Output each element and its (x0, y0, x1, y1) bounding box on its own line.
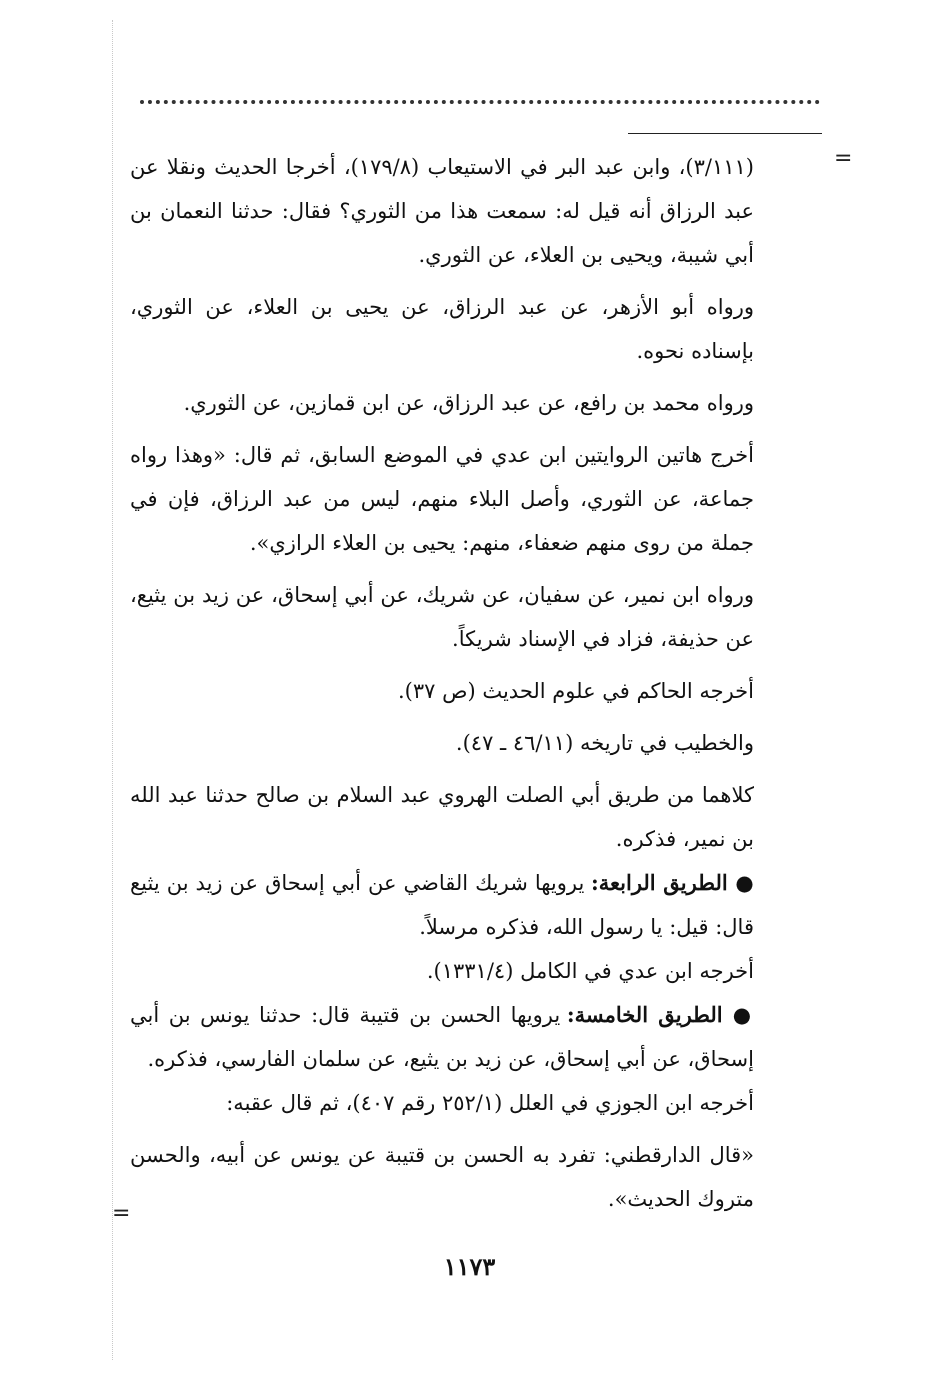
footnote-rule (628, 133, 822, 134)
paragraph-3: ورواه محمد بن رافع، عن عبد الرزاق، عن ابن قمازين، عن الثوري. (183, 391, 754, 415)
paragraph-10: أخرجه ابن عدي في الكامل (١٣٣١/٤). (426, 959, 754, 983)
paragraph-11-body: يرويها الحسن بن قتيبة قال: حدثنا يونس بن أبي إسحاق، عن أبي إسحاق، عن زيد بن يثيع، عن سلمان الفارسي، فذكره. (130, 1003, 754, 1071)
paragraph-13: «قال الدارقطني: تفرد به الحسن بن قتيبة عن يونس عن أبيه، والحسن متروك الحديث». (130, 1143, 754, 1211)
paragraph-11 (130, 993, 754, 1081)
dotted-separator (140, 100, 820, 104)
paragraph-4: أخرج هاتين الروايتين ابن عدي في الموضع السابق، ثم قال: «وهذا رواه جماعة، عن الثوري، وأصل البلاء منهم، ليس من عبد الرزاق، فإن في جملة من روى منهم ضعفاء، منهم: يحيى بن العلاء الرازي». (130, 443, 754, 555)
section-heading-fourth: ● الطريق الرابعة: (591, 870, 754, 895)
paragraph-8: كلاهما من طريق أبي الصلت الهروي عبد السلام بن صالح حدثنا عبد الله بن نمير، فذكره. (130, 783, 754, 851)
page-number: ١١٧٣ (443, 1252, 496, 1281)
footnote-text (130, 145, 754, 1221)
paragraph-7: والخطيب في تاريخه (٤٦/١١ ـ ٤٧). (455, 731, 754, 755)
paragraph-9-body: يرويها شريك القاضي عن أبي إسحاق عن زيد بن يثيع قال: قيل: يا رسول الله، فذكره مرسلاً. (130, 871, 754, 939)
paragraph-2: ورواه أبو الأزهر، عن عبد الرزاق، عن يحيى بن العلاء، عن الثوري، بإسناده نحوه. (130, 295, 754, 363)
section-heading-fifth: ● الطريق الخامسة: (566, 1002, 754, 1027)
paragraph-12: أخرجه ابن الجوزي في العلل (٢٥٢/١ رقم ٤٠٧)، ثم قال عقبه: (226, 1091, 754, 1115)
paragraph-1: (٣/١١١)، وابن عبد البر في الاستيعاب (١٧٩/٨)، أخرجا الحديث ونقلا عن عبد الرزاق أنه قيل له: سمعت هذا من الثوري؟ فقال: حدثنا النعمان بن أبي شيبة، ويحيى بن العلاء، عن الثوري. (130, 155, 754, 267)
paragraph-9 (130, 861, 754, 949)
continuation-mark-bottom: = (112, 1201, 131, 1226)
gutter-line (112, 20, 113, 1360)
continuation-mark-top: = (834, 146, 853, 171)
paragraph-5: ورواه ابن نمير، عن سفيان، عن شريك، عن أبي إسحاق، عن زيد بن يثيع، عن حذيفة، فزاد في الإسناد شريكاً. (130, 583, 754, 651)
paragraph-6: أخرجه الحاكم في علوم الحديث (ص ٣٧). (397, 679, 754, 703)
